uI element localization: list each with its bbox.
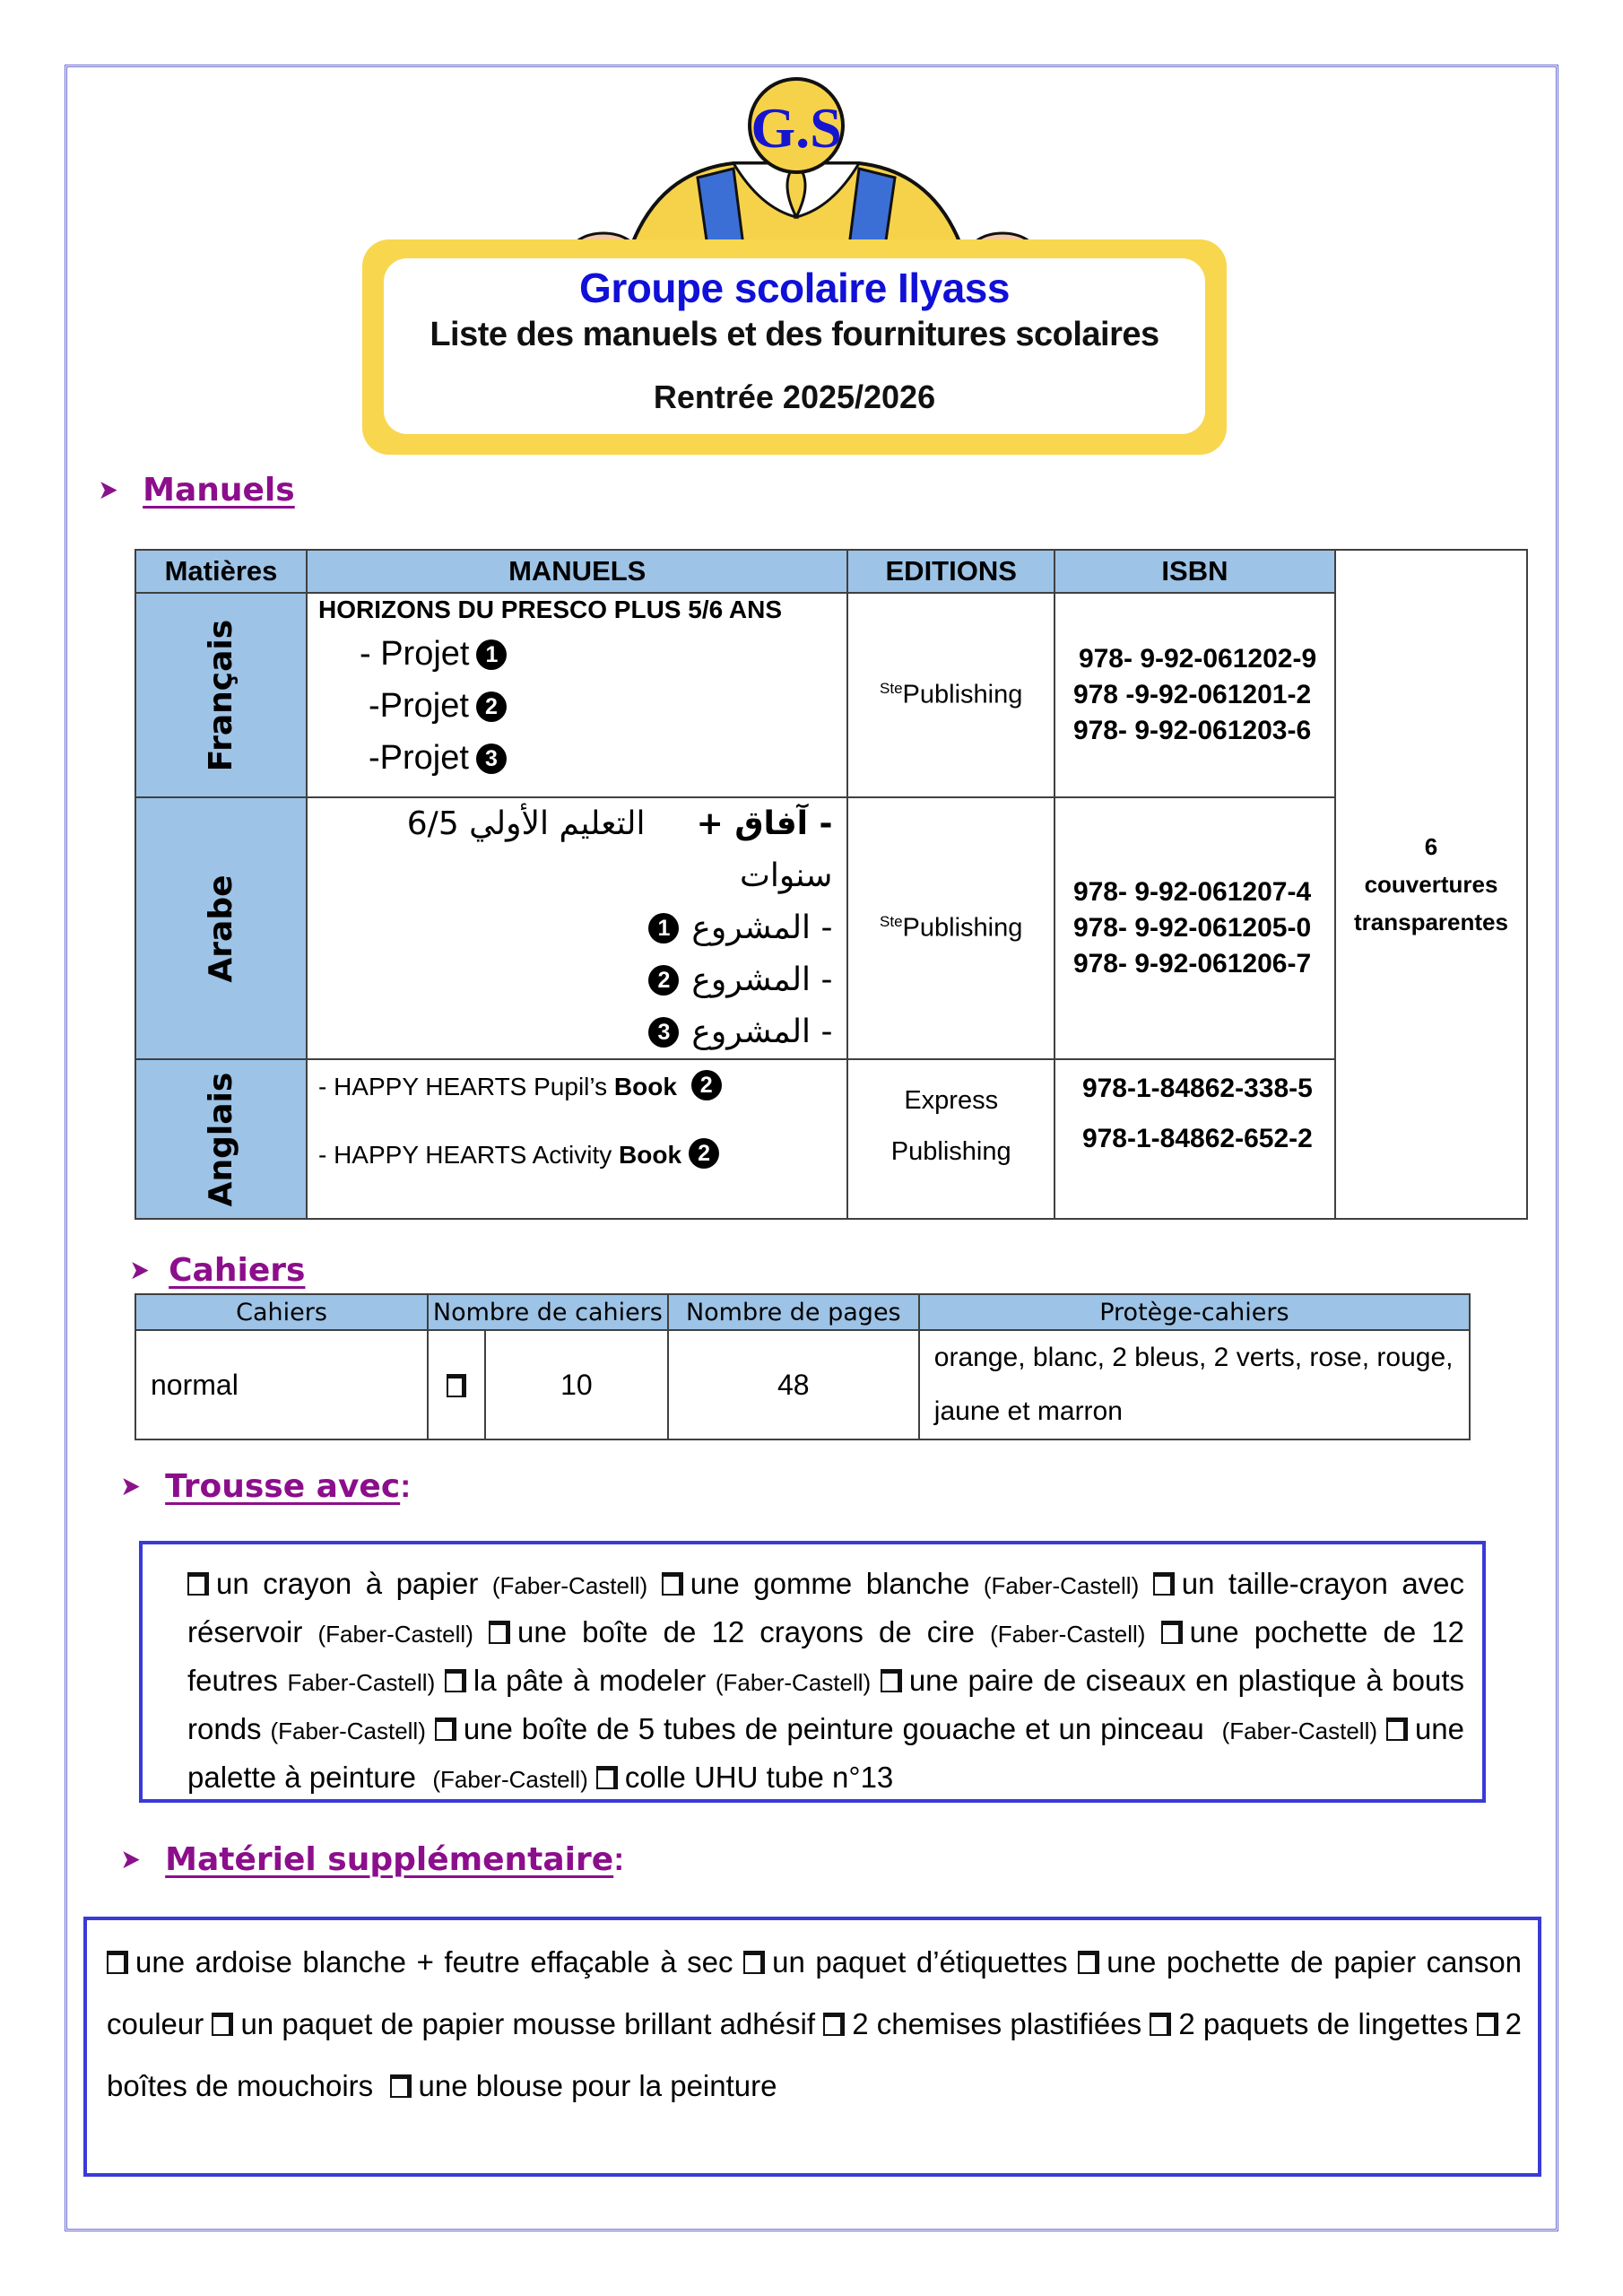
isbn-value: 978-1-84862-338-5 (1081, 1074, 1313, 1103)
cahier-count: 10 (485, 1330, 668, 1439)
item-text: la pâte à modeler (473, 1664, 707, 1697)
item-brand: (Faber-Castell) (990, 1621, 1146, 1648)
number-badge-icon: 2 (648, 965, 679, 996)
section-colon: : (613, 1840, 625, 1877)
item-label: - HAPPY HEARTS Pupil’s (317, 1073, 614, 1100)
checkbox-icon[interactable] (1161, 1621, 1183, 1644)
section-heading-trousse (119, 1467, 411, 1505)
number-badge-icon: 2 (476, 691, 507, 722)
checkbox-icon[interactable] (662, 1572, 683, 1596)
edition-name: Express (904, 1086, 999, 1115)
item-brand: Faber-Castell) (287, 1669, 436, 1696)
subject-label: Français (202, 619, 239, 771)
item-text: colle UHU tube n°13 (624, 1761, 894, 1794)
item-label: - المشروع (691, 909, 833, 946)
section-heading-cahiers (128, 1252, 305, 1289)
item-label: -Projet (368, 687, 469, 725)
manuels-table (135, 549, 1528, 1220)
isbn-cell (1055, 797, 1335, 1059)
covers-line: jaune et marron (933, 1396, 1123, 1426)
covers-label: couvertures (1364, 871, 1498, 898)
item-text: 2 paquets de lingettes (1178, 2007, 1469, 2040)
number-badge-icon: 1 (476, 639, 507, 670)
table-row (135, 1330, 1470, 1439)
covers-label: transparentes (1354, 909, 1508, 935)
item-label: - المشروع (691, 1013, 833, 1050)
section-title: Manuels (143, 472, 295, 509)
subject-label: Arabe (202, 874, 239, 983)
checkbox-icon[interactable] (212, 2013, 233, 2036)
item-brand: (Faber-Castell) (317, 1621, 473, 1648)
list-item (489, 1615, 1145, 1648)
checkbox-icon (447, 1374, 466, 1397)
checkbox-icon[interactable] (1386, 1718, 1408, 1741)
list-item (662, 1567, 1140, 1600)
column-header: Matières (135, 550, 307, 593)
item-brand: (Faber-Castell) (1221, 1718, 1378, 1744)
item-text: 2 boîtes de mouchoirs (107, 2007, 1522, 2102)
edition-cell (847, 797, 1054, 1059)
isbn-value: 978- 9-92-061202-9 (1078, 644, 1317, 674)
column-header: Nombre de pages (668, 1294, 919, 1330)
edition-cell (847, 593, 1054, 797)
materiel-list (83, 1917, 1541, 2177)
manuel-item (318, 1134, 846, 1177)
item-text: une blouse pour la peinture (418, 2069, 777, 2102)
section-title: Cahiers (169, 1252, 306, 1289)
manuel-cell (307, 593, 847, 797)
edition-name: Publishing (902, 680, 1023, 709)
list-item (187, 1567, 647, 1600)
manuel-item (318, 680, 846, 732)
manuel-cell (307, 1059, 847, 1219)
item-text: un paquet d’étiquettes (772, 1945, 1068, 1979)
item-label: - Projet (359, 635, 470, 673)
section-colon: : (400, 1467, 412, 1504)
item-text: un paquet de papier mousse brillant adhésif (240, 2007, 815, 2040)
item-brand: (Faber-Castell) (715, 1669, 872, 1696)
checkbox-icon[interactable] (1477, 2013, 1498, 2036)
table-header-row (135, 550, 1527, 593)
logo-text: G.S (751, 96, 842, 160)
checkbox-icon[interactable] (743, 1951, 765, 1974)
isbn-cell (1055, 593, 1335, 797)
item-text: une pochette de papier canson couleur (107, 1945, 1523, 2040)
trousse-list (139, 1541, 1486, 1803)
list-item (1150, 2007, 1468, 2040)
covers-count: 6 (1424, 833, 1438, 860)
item-brand: (Faber-Castell) (491, 1572, 648, 1599)
checkbox-icon[interactable] (596, 1766, 618, 1789)
arrow-bullet-icon: ➤ (98, 475, 118, 505)
item-brand: (Faber-Castell) (270, 1718, 426, 1744)
isbn-cell (1055, 1059, 1335, 1219)
item-label-bold: Book (619, 1141, 682, 1169)
column-header: EDITIONS (847, 550, 1054, 593)
isbn-value: 978- 9-92-061205-0 (1072, 913, 1312, 943)
manuel-cell (307, 797, 847, 1059)
checkbox-icon[interactable] (1078, 1951, 1099, 1974)
cahier-pages: 48 (668, 1330, 919, 1439)
section-title: Matériel supplémentaire (165, 1840, 614, 1878)
item-label: -Projet (368, 739, 469, 777)
checkbox-icon[interactable] (881, 1669, 902, 1692)
table-header-row (135, 1294, 1470, 1330)
arrow-bullet-icon: ➤ (120, 1844, 141, 1874)
number-badge-icon: 3 (648, 1017, 679, 1048)
manuel-item (318, 628, 846, 680)
edition-prefix: Ste (880, 680, 903, 698)
column-header: Nombre de cahiers (428, 1294, 668, 1330)
arrow-bullet-icon: ➤ (120, 1471, 141, 1501)
list-item (596, 1761, 893, 1794)
arrow-bullet-icon: ➤ (129, 1256, 150, 1285)
list-item (743, 1945, 1068, 1979)
table-row (135, 1059, 1527, 1219)
isbn-value: 978- 9-92-061206-7 (1072, 949, 1312, 978)
cahiers-table (135, 1293, 1471, 1440)
number-badge-icon: 2 (689, 1138, 719, 1169)
school-year: Rentrée 2025/2026 (653, 378, 936, 415)
item-text: une gomme blanche (690, 1567, 970, 1600)
subject-cell (135, 593, 307, 797)
edition-name: Publishing (902, 913, 1023, 943)
checkbox-icon[interactable] (187, 1572, 209, 1596)
item-label: - المشروع (691, 961, 833, 998)
number-badge-icon: 3 (476, 744, 507, 774)
checkbox-icon[interactable] (445, 1669, 466, 1692)
subject-cell (135, 797, 307, 1059)
title-bold: - آفاق + (696, 805, 833, 842)
section-heading-materiel (119, 1840, 624, 1878)
isbn-value: 978-1-84862-652-2 (1081, 1124, 1313, 1153)
covers-note (1335, 550, 1527, 1219)
subject-cell (135, 1059, 307, 1219)
checkbox-icon[interactable] (1153, 1572, 1175, 1596)
column-header: Cahiers (135, 1294, 428, 1330)
subject-label: Anglais (202, 1072, 239, 1206)
item-text: 2 chemises plastifiées (852, 2007, 1142, 2040)
manuel-item (318, 1065, 846, 1109)
isbn-value: 978 -9-92-061201-2 (1072, 680, 1312, 709)
column-header: MANUELS (307, 550, 847, 593)
manuel-title: HORIZONS DU PRESCO PLUS 5/6 ANS (317, 596, 783, 623)
title-rest: التعليم الأولي 6/5 سنوات (406, 805, 833, 894)
item-brand: (Faber-Castell) (432, 1766, 588, 1793)
table-row (135, 593, 1527, 797)
isbn-value: 978- 9-92-061207-4 (1072, 877, 1312, 907)
list-item (823, 2007, 1141, 2040)
covers-line: orange, blanc, 2 bleus, 2 verts, rose, rouge, (933, 1343, 1454, 1372)
isbn-value: 978- 9-92-061203-6 (1072, 716, 1312, 745)
edition-prefix: Ste (880, 913, 903, 931)
item-label-bold: Book (613, 1073, 677, 1100)
manuel-item (308, 902, 846, 954)
manuel-item (308, 954, 846, 1006)
manuel-item (308, 1006, 846, 1058)
column-header: ISBN (1055, 550, 1335, 593)
item-text: une palette à peinture (187, 1712, 1465, 1794)
item-text: une ardoise blanche + feutre effaçable à sec (135, 1945, 733, 1979)
cahier-covers (919, 1330, 1470, 1439)
list-item (212, 2007, 815, 2040)
list-item (390, 2069, 777, 2102)
list-item (435, 1712, 1377, 1745)
manuel-item (318, 732, 846, 784)
cahier-type: normal (135, 1330, 428, 1439)
number-badge-icon: 2 (691, 1070, 722, 1100)
document-title: Liste des manuels et des fournitures scolaires (430, 316, 1159, 353)
section-heading-manuels (97, 472, 295, 509)
item-text: un crayon à papier (216, 1567, 479, 1600)
item-text: une pochette de 12 feutres (187, 1615, 1465, 1697)
table-row (135, 797, 1527, 1059)
checkbox-icon[interactable] (1150, 2013, 1171, 2036)
number-badge-icon: 1 (648, 913, 679, 944)
section-title: Trousse avec (165, 1467, 401, 1505)
cahier-checkbox[interactable] (428, 1330, 485, 1439)
header-banner (357, 74, 1232, 459)
list-item (107, 1945, 733, 1979)
edition-cell (847, 1059, 1054, 1219)
school-name: Groupe scolaire Ilyass (579, 265, 1010, 311)
checkbox-icon[interactable] (107, 1951, 128, 1974)
item-text: une boîte de 5 tubes de peinture gouache et un pinceau (463, 1712, 1204, 1745)
manuel-title (308, 798, 846, 902)
list-item (445, 1664, 871, 1697)
item-text: une paire de ciseaux en plastique à bouts ronds (187, 1664, 1465, 1745)
item-label: - HAPPY HEARTS Activity (317, 1141, 620, 1169)
edition-name: Publishing (890, 1137, 1011, 1166)
item-brand: (Faber-Castell) (983, 1572, 1140, 1599)
column-header: Protège-cahiers (919, 1294, 1470, 1330)
checkbox-icon[interactable] (823, 2013, 845, 2036)
item-text: une boîte de 12 crayons de cire (516, 1615, 975, 1648)
item-text: un taille-crayon avec réservoir (187, 1567, 1465, 1648)
checkbox-icon[interactable] (435, 1718, 456, 1741)
checkbox-icon[interactable] (489, 1621, 510, 1644)
checkbox-icon[interactable] (390, 2074, 412, 2098)
